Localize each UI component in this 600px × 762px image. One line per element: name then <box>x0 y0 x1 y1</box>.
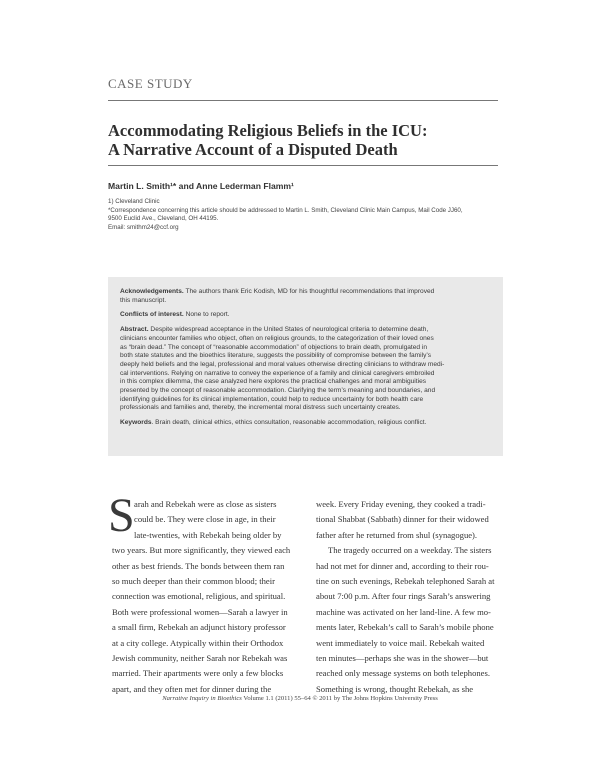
title-line-2: A Narrative Account of a Disputed Death <box>108 140 398 159</box>
author-list: Martin L. Smith¹* and Anne Lederman Flamm¹ <box>108 181 294 191</box>
body-line: father after he returned from shul (synagogue). <box>316 529 478 540</box>
body-line: had not met for dinner and, according to their rou- <box>316 560 489 571</box>
abstract-line: deeply held beliefs and the legal, professional and moral values otherwise directing clinicians to withdraw medi- <box>120 360 445 368</box>
abstract-box <box>108 277 503 456</box>
conflicts-of-interest <box>120 311 492 320</box>
affiliation-line: 1) Cleveland Clinic <box>108 198 160 205</box>
coi-text: None to report. <box>183 311 230 319</box>
abstract-line: in this complex dilemma, the case analyzed here explores the practical challenges and moral ambiguities <box>120 378 427 386</box>
body-line: week. Every Friday evening, they cooked a tradi- <box>316 499 486 509</box>
address-line: 9500 Euclid Ave., Cleveland, OH 44195. <box>108 215 219 223</box>
abstract-line <box>120 326 492 335</box>
section-label: CASE STUDY <box>108 76 193 91</box>
body-line: other as best friends. The bonds between them ran <box>112 560 285 571</box>
acknowledgements <box>120 288 492 305</box>
article-title <box>108 121 498 159</box>
body-line: tine on such evenings, Rebekah telephoned Sarah at <box>316 576 495 587</box>
coi-label: Conflicts of interest. <box>120 311 184 319</box>
page-footer <box>0 695 600 702</box>
body-line: tional Shabbat (Sabbath) dinner for their widowed <box>316 514 489 525</box>
body-line: The tragedy occurred on a weekday. The sisters <box>328 545 492 556</box>
body-line: Jewish community, neither Sarah nor Rebekah was <box>112 653 288 664</box>
body-line: apart, and they often met for dinner during the <box>112 683 272 694</box>
body-line: about 7:00 p.m. After four rings Sarah’s answering <box>316 591 491 602</box>
header-rule-bottom <box>108 165 498 166</box>
title-line-1: Accommodating Religious Beliefs in the ICU: <box>108 121 428 140</box>
body-line: so much deeper than their common blood; their <box>112 576 276 587</box>
abstract-line: identifying guidelines for its clinical implementation, could help to reduce uncertainty for both health care <box>120 395 424 403</box>
ack-text: The authors thank Eric Kodish, MD for his thoughtful recommendations that improved <box>183 288 435 295</box>
body-line: arah and Rebekah were as close as sisters <box>134 499 277 509</box>
abstract-text: Despite widespread acceptance in the United States of neurological criteria to determine death, <box>148 326 429 334</box>
journal-name: Narrative Inquiry in Bioethics <box>162 695 242 702</box>
body-line: at a city college. Atypically within their Orthodox <box>112 637 284 648</box>
correspondence-line: *Correspondence concerning this article should be addressed to Martin L. Smith, Cleveland Clinic Main Campus, Mail Code JJ60, <box>108 206 463 214</box>
body-line: could be. They were close in age, in their <box>134 514 276 525</box>
abstract-line: clinicians encounter families who object, often on religious grounds, to the categorization of their loved ones <box>120 334 434 342</box>
keywords-label: Keywords <box>120 419 152 427</box>
abstract <box>120 326 492 413</box>
abstract-line: professionals and families and, thereby, the incremental moral distress such uncertainty creates. <box>120 404 401 412</box>
body-line: married. Their apartments were only a few blocks <box>112 668 284 679</box>
keywords <box>120 419 492 428</box>
abstract-label: Abstract. <box>120 326 149 334</box>
keywords-text: . Brain death, clinical ethics, ethics consultation, reasonable accommodation, religious conflict. <box>151 419 427 427</box>
body-line: ten minutes—perhaps she was in the shower—but <box>316 653 489 664</box>
abstract-line: as “brain dead.” The concept of “reasonable accommodation” of objections to brain death, promulgated in <box>120 343 428 351</box>
body-line: ments later, Rebekah’s call to Sarah’s mobile phone <box>316 622 494 633</box>
body-line: a small firm, Rebekah an adjunct history professor <box>112 622 286 633</box>
abstract-line: both state statutes and the bioethics literature, suggests the possibility of compromise between the family’s <box>120 352 432 360</box>
keywords-line <box>120 419 492 428</box>
body-line: Both were professional women—Sarah a lawyer in <box>112 606 288 617</box>
body-line: late-twenties, with Rebekah being older by <box>134 529 282 540</box>
body-line: went immediately to voice mail. Rebekah waited <box>316 637 485 648</box>
ack-label: Acknowledgements. <box>120 288 184 295</box>
body-line: two years. But more significantly, they viewed each <box>112 545 291 556</box>
ack-line-1 <box>120 288 492 297</box>
drop-cap: S <box>108 489 135 542</box>
abstract-line: presented by the concept of reasonable accommodation. Clarifying the term’s meaning and boundaries, and <box>120 387 436 395</box>
body-column-right <box>316 497 504 697</box>
abstract-line: cal interventions. Relying on narrative to convey the experience of a family and clinical caregivers embroiled <box>120 369 435 377</box>
body-line: reached only message systems on both telephones. <box>316 668 490 679</box>
affiliation-block <box>108 198 503 232</box>
body-line: Something is wrong, thought Rebekah, as she <box>316 683 474 694</box>
footer-citation: Volume 1.1 (2011) 55–64 © 2011 by The Johns Hopkins University Press <box>241 695 438 702</box>
body-line: connection was emotional, religious, and spiritual. <box>112 591 286 602</box>
email-line: Email: smithm24@ccf.org <box>108 223 179 231</box>
ack-line-2: this manuscript. <box>120 296 167 304</box>
coi-line <box>120 311 492 320</box>
body-column-left <box>112 497 300 697</box>
body-line: machine was activated on her land-line. A few mo- <box>316 606 491 617</box>
header-rule-top <box>108 100 498 101</box>
abstract-box-content <box>120 288 492 434</box>
